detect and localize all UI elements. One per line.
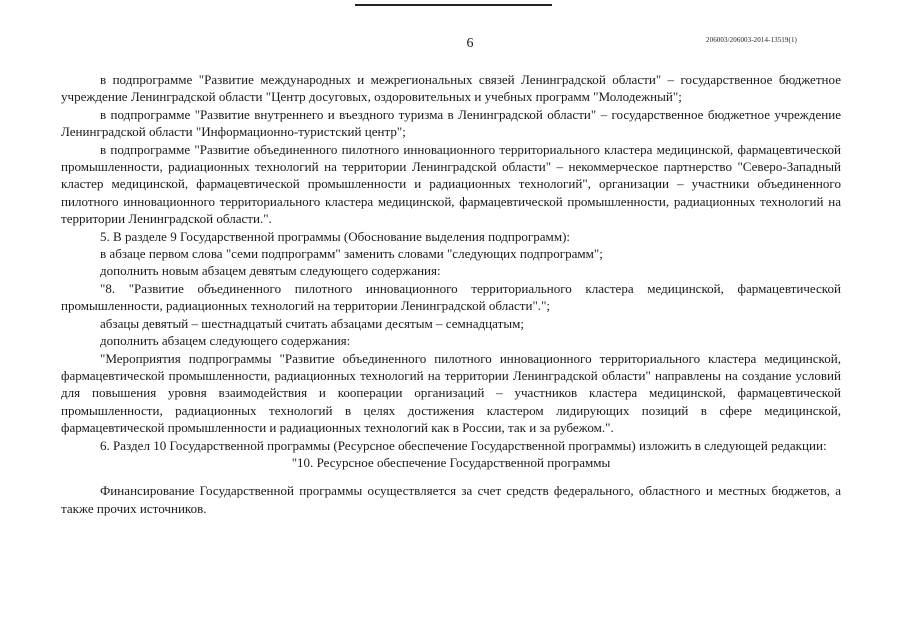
document-reference: 206003/206003-2014-13519(1) [706,36,797,44]
section-heading: "10. Ресурсное обеспечение Государственной программы [291,454,611,470]
paragraph-tourism: в подпрограмме "Развитие внутреннего и въездного туризма в Ленинградской области" – государственное бюджетное учреждение Ленинградской области "Информационно-туристский центр"; [61,106,841,140]
paragraph-measures: "Мероприятия подпрограммы "Развитие объединенного пилотного инновационного территориального кластера медицинской, фармацевтической промышленности, радиационных технологий на территории Ленинградской области" направлены на создание условий для повышения уровня взаимодействия и кооперации организаций – участников кластера медицинской, фармацевтической промышленности, радиационных технологий в целях достижения кластером лидирующих позиций в сфере медицинской, фармацевтической промышленности и радиационных технологий как в России, так и за рубежом.". [61,350,841,436]
paragraph-first-abzac: в абзаце первом слова "семи подпрограмм" заменить словами "следующих подпрограмм"; [100,246,603,262]
paragraph-cluster: в подпрограмме "Развитие объединенного пилотного инновационного территориального кластера медицинской, фармацевтической промышленности, радиационных технологий на территории Ленинградской области" – некоммерческое партнерство "Северо-Западный кластер медицинской, фармацевтической промышленности и радиационных технологий", организации – участники объединенного пилотного инновационного территориального кластера медицинской, фармацевтической промышленности, радиационных технологий на территории Ленинградской области.". [61,141,841,227]
top-edge-bar [355,4,552,6]
paragraph-add-ninth: дополнить новым абзацем девятым следующего содержания: [100,263,441,279]
document-body [61,71,841,517]
paragraph-renumber: абзацы девятый – шестнадцатый считать абзацами десятым – семнадцатым; [100,315,524,331]
paragraph-add-abzac: дополнить абзацем следующего содержания: [100,333,351,349]
paragraph-international-ties: в подпрограмме "Развитие международных и межрегиональных связей Ленинградской области" – государственное бюджетное учреждение Ленинградской области "Центр досуговых, оздоровительных и учебных программ "Молодежный"; [61,72,841,105]
paragraph-section-10: 6. Раздел 10 Государственной программы (Ресурсное обеспечение Государственной программы) изложить в следующей редакции: [100,437,827,453]
paragraph-item-8: "8. "Развитие объединенного пилотного инновационного территориального кластера медицинской, фармацевтической промышленности, радиационных технологий на территории Ленинградской области"."; [61,280,841,314]
paragraph-section-9: 5. В разделе 9 Государственной программы (Обоснование выделения подпрограмм): [100,228,571,244]
page-number: 6 [466,36,474,51]
paragraph-financing: Финансирование Государственной программы осуществляется за счет средств федерального, областного и местных бюджетов, а также прочих источников. [61,483,841,516]
